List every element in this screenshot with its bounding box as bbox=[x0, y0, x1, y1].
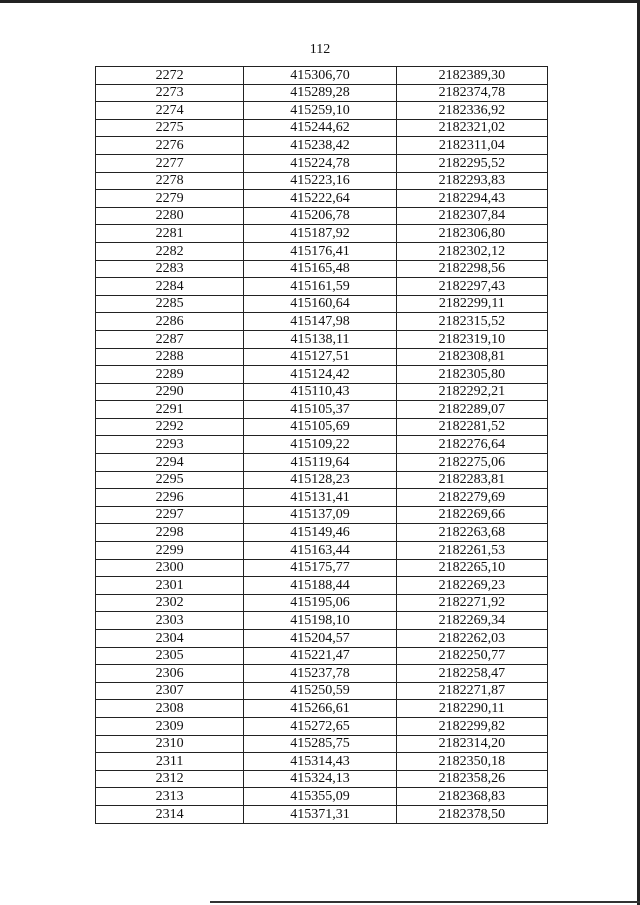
table-row bbox=[96, 436, 548, 454]
point-number-cell: 2277 bbox=[96, 154, 244, 172]
point-number-cell: 2281 bbox=[96, 225, 244, 243]
table-row bbox=[96, 506, 548, 524]
y-coordinate-cell: 2182306,80 bbox=[396, 225, 547, 243]
x-coordinate-cell: 415187,92 bbox=[244, 225, 396, 243]
y-coordinate-cell: 2182297,43 bbox=[396, 278, 547, 296]
x-coordinate-cell: 415222,64 bbox=[244, 190, 396, 208]
y-coordinate-cell: 2182293,83 bbox=[396, 172, 547, 190]
y-coordinate-cell: 2182299,11 bbox=[396, 295, 547, 313]
table-row bbox=[96, 207, 548, 225]
point-number-cell: 2282 bbox=[96, 242, 244, 260]
x-coordinate-cell: 415223,16 bbox=[244, 172, 396, 190]
table-row bbox=[96, 559, 548, 577]
y-coordinate-cell: 2182271,92 bbox=[396, 594, 547, 612]
x-coordinate-cell: 415149,46 bbox=[244, 524, 396, 542]
point-number-cell: 2284 bbox=[96, 278, 244, 296]
y-coordinate-cell: 2182315,52 bbox=[396, 313, 547, 331]
y-coordinate-cell: 2182308,81 bbox=[396, 348, 547, 366]
table-row bbox=[96, 137, 548, 155]
table-row bbox=[96, 454, 548, 472]
table-row bbox=[96, 612, 548, 630]
x-coordinate-cell: 415306,70 bbox=[244, 67, 396, 85]
x-coordinate-cell: 415165,48 bbox=[244, 260, 396, 278]
y-coordinate-cell: 2182358,26 bbox=[396, 770, 547, 788]
point-number-cell: 2306 bbox=[96, 665, 244, 683]
y-coordinate-cell: 2182263,68 bbox=[396, 524, 547, 542]
table-row bbox=[96, 383, 548, 401]
point-number-cell: 2290 bbox=[96, 383, 244, 401]
x-coordinate-cell: 415259,10 bbox=[244, 102, 396, 120]
x-coordinate-cell: 415272,65 bbox=[244, 717, 396, 735]
y-coordinate-cell: 2182250,77 bbox=[396, 647, 547, 665]
x-coordinate-cell: 415250,59 bbox=[244, 682, 396, 700]
table-row bbox=[96, 524, 548, 542]
table-row bbox=[96, 682, 548, 700]
x-coordinate-cell: 415109,22 bbox=[244, 436, 396, 454]
x-coordinate-cell: 415224,78 bbox=[244, 154, 396, 172]
y-coordinate-cell: 2182292,21 bbox=[396, 383, 547, 401]
x-coordinate-cell: 415138,11 bbox=[244, 330, 396, 348]
point-number-cell: 2272 bbox=[96, 67, 244, 85]
x-coordinate-cell: 415244,62 bbox=[244, 119, 396, 137]
table-row bbox=[96, 700, 548, 718]
x-coordinate-cell: 415188,44 bbox=[244, 577, 396, 595]
point-number-cell: 2294 bbox=[96, 454, 244, 472]
y-coordinate-cell: 2182269,34 bbox=[396, 612, 547, 630]
x-coordinate-cell: 415238,42 bbox=[244, 137, 396, 155]
y-coordinate-cell: 2182319,10 bbox=[396, 330, 547, 348]
x-coordinate-cell: 415127,51 bbox=[244, 348, 396, 366]
scan-border-bottom bbox=[210, 901, 640, 903]
point-number-cell: 2292 bbox=[96, 418, 244, 436]
table-row bbox=[96, 84, 548, 102]
table-row bbox=[96, 471, 548, 489]
table-row bbox=[96, 735, 548, 753]
x-coordinate-cell: 415110,43 bbox=[244, 383, 396, 401]
y-coordinate-cell: 2182294,43 bbox=[396, 190, 547, 208]
table-row bbox=[96, 489, 548, 507]
y-coordinate-cell: 2182336,92 bbox=[396, 102, 547, 120]
x-coordinate-cell: 415324,13 bbox=[244, 770, 396, 788]
table-row bbox=[96, 401, 548, 419]
table-row bbox=[96, 717, 548, 735]
y-coordinate-cell: 2182275,06 bbox=[396, 454, 547, 472]
x-coordinate-cell: 415195,06 bbox=[244, 594, 396, 612]
point-number-cell: 2307 bbox=[96, 682, 244, 700]
y-coordinate-cell: 2182281,52 bbox=[396, 418, 547, 436]
y-coordinate-cell: 2182262,03 bbox=[396, 630, 547, 648]
y-coordinate-cell: 2182311,04 bbox=[396, 137, 547, 155]
x-coordinate-cell: 415206,78 bbox=[244, 207, 396, 225]
table-row bbox=[96, 278, 548, 296]
point-number-cell: 2275 bbox=[96, 119, 244, 137]
point-number-cell: 2278 bbox=[96, 172, 244, 190]
y-coordinate-cell: 2182265,10 bbox=[396, 559, 547, 577]
table-row bbox=[96, 788, 548, 806]
x-coordinate-cell: 415371,31 bbox=[244, 805, 396, 823]
point-number-cell: 2313 bbox=[96, 788, 244, 806]
point-number-cell: 2309 bbox=[96, 717, 244, 735]
table-row bbox=[96, 119, 548, 137]
y-coordinate-cell: 2182261,53 bbox=[396, 542, 547, 560]
table-row bbox=[96, 577, 548, 595]
y-coordinate-cell: 2182299,82 bbox=[396, 717, 547, 735]
table-row bbox=[96, 366, 548, 384]
x-coordinate-cell: 415147,98 bbox=[244, 313, 396, 331]
x-coordinate-cell: 415314,43 bbox=[244, 753, 396, 771]
y-coordinate-cell: 2182305,80 bbox=[396, 366, 547, 384]
y-coordinate-cell: 2182269,23 bbox=[396, 577, 547, 595]
x-coordinate-cell: 415161,59 bbox=[244, 278, 396, 296]
table-row bbox=[96, 242, 548, 260]
y-coordinate-cell: 2182283,81 bbox=[396, 471, 547, 489]
x-coordinate-cell: 415204,57 bbox=[244, 630, 396, 648]
scan-border-top bbox=[0, 0, 640, 3]
point-number-cell: 2283 bbox=[96, 260, 244, 278]
y-coordinate-cell: 2182350,18 bbox=[396, 753, 547, 771]
y-coordinate-cell: 2182279,69 bbox=[396, 489, 547, 507]
point-number-cell: 2279 bbox=[96, 190, 244, 208]
table-row bbox=[96, 225, 548, 243]
point-number-cell: 2301 bbox=[96, 577, 244, 595]
y-coordinate-cell: 2182321,02 bbox=[396, 119, 547, 137]
y-coordinate-cell: 2182302,12 bbox=[396, 242, 547, 260]
x-coordinate-cell: 415289,28 bbox=[244, 84, 396, 102]
table-row bbox=[96, 313, 548, 331]
table-row bbox=[96, 542, 548, 560]
point-number-cell: 2304 bbox=[96, 630, 244, 648]
table-row bbox=[96, 154, 548, 172]
y-coordinate-cell: 2182289,07 bbox=[396, 401, 547, 419]
table-body bbox=[96, 67, 548, 824]
table-row bbox=[96, 805, 548, 823]
page-number: 112 bbox=[309, 42, 331, 57]
point-number-cell: 2297 bbox=[96, 506, 244, 524]
point-number-cell: 2296 bbox=[96, 489, 244, 507]
y-coordinate-cell: 2182269,66 bbox=[396, 506, 547, 524]
y-coordinate-cell: 2182271,87 bbox=[396, 682, 547, 700]
point-number-cell: 2305 bbox=[96, 647, 244, 665]
table-row bbox=[96, 102, 548, 120]
table-row bbox=[96, 67, 548, 85]
x-coordinate-cell: 415176,41 bbox=[244, 242, 396, 260]
x-coordinate-cell: 415237,78 bbox=[244, 665, 396, 683]
point-number-cell: 2291 bbox=[96, 401, 244, 419]
point-number-cell: 2286 bbox=[96, 313, 244, 331]
y-coordinate-cell: 2182374,78 bbox=[396, 84, 547, 102]
point-number-cell: 2303 bbox=[96, 612, 244, 630]
x-coordinate-cell: 415198,10 bbox=[244, 612, 396, 630]
table-row bbox=[96, 190, 548, 208]
coordinates-table bbox=[95, 66, 548, 824]
x-coordinate-cell: 415163,44 bbox=[244, 542, 396, 560]
x-coordinate-cell: 415119,64 bbox=[244, 454, 396, 472]
x-coordinate-cell: 415175,77 bbox=[244, 559, 396, 577]
table-row bbox=[96, 172, 548, 190]
point-number-cell: 2312 bbox=[96, 770, 244, 788]
point-number-cell: 2314 bbox=[96, 805, 244, 823]
y-coordinate-cell: 2182368,83 bbox=[396, 788, 547, 806]
table-row bbox=[96, 770, 548, 788]
y-coordinate-cell: 2182276,64 bbox=[396, 436, 547, 454]
point-number-cell: 2289 bbox=[96, 366, 244, 384]
point-number-cell: 2308 bbox=[96, 700, 244, 718]
y-coordinate-cell: 2182378,50 bbox=[396, 805, 547, 823]
point-number-cell: 2311 bbox=[96, 753, 244, 771]
table-row bbox=[96, 647, 548, 665]
point-number-cell: 2285 bbox=[96, 295, 244, 313]
table-row bbox=[96, 665, 548, 683]
table-row bbox=[96, 330, 548, 348]
x-coordinate-cell: 415131,41 bbox=[244, 489, 396, 507]
table-row bbox=[96, 260, 548, 278]
point-number-cell: 2293 bbox=[96, 436, 244, 454]
y-coordinate-cell: 2182290,11 bbox=[396, 700, 547, 718]
y-coordinate-cell: 2182389,30 bbox=[396, 67, 547, 85]
point-number-cell: 2298 bbox=[96, 524, 244, 542]
x-coordinate-cell: 415105,37 bbox=[244, 401, 396, 419]
x-coordinate-cell: 415266,61 bbox=[244, 700, 396, 718]
x-coordinate-cell: 415137,09 bbox=[244, 506, 396, 524]
point-number-cell: 2273 bbox=[96, 84, 244, 102]
x-coordinate-cell: 415221,47 bbox=[244, 647, 396, 665]
point-number-cell: 2274 bbox=[96, 102, 244, 120]
table-row bbox=[96, 348, 548, 366]
point-number-cell: 2300 bbox=[96, 559, 244, 577]
point-number-cell: 2287 bbox=[96, 330, 244, 348]
point-number-cell: 2295 bbox=[96, 471, 244, 489]
point-number-cell: 2276 bbox=[96, 137, 244, 155]
y-coordinate-cell: 2182314,20 bbox=[396, 735, 547, 753]
point-number-cell: 2288 bbox=[96, 348, 244, 366]
x-coordinate-cell: 415105,69 bbox=[244, 418, 396, 436]
point-number-cell: 2280 bbox=[96, 207, 244, 225]
x-coordinate-cell: 415128,23 bbox=[244, 471, 396, 489]
x-coordinate-cell: 415124,42 bbox=[244, 366, 396, 384]
y-coordinate-cell: 2182295,52 bbox=[396, 154, 547, 172]
point-number-cell: 2310 bbox=[96, 735, 244, 753]
y-coordinate-cell: 2182307,84 bbox=[396, 207, 547, 225]
point-number-cell: 2299 bbox=[96, 542, 244, 560]
y-coordinate-cell: 2182298,56 bbox=[396, 260, 547, 278]
table-row bbox=[96, 753, 548, 771]
table-row bbox=[96, 630, 548, 648]
x-coordinate-cell: 415355,09 bbox=[244, 788, 396, 806]
table-row bbox=[96, 418, 548, 436]
point-number-cell: 2302 bbox=[96, 594, 244, 612]
x-coordinate-cell: 415160,64 bbox=[244, 295, 396, 313]
table-row bbox=[96, 295, 548, 313]
table-row bbox=[96, 594, 548, 612]
x-coordinate-cell: 415285,75 bbox=[244, 735, 396, 753]
y-coordinate-cell: 2182258,47 bbox=[396, 665, 547, 683]
